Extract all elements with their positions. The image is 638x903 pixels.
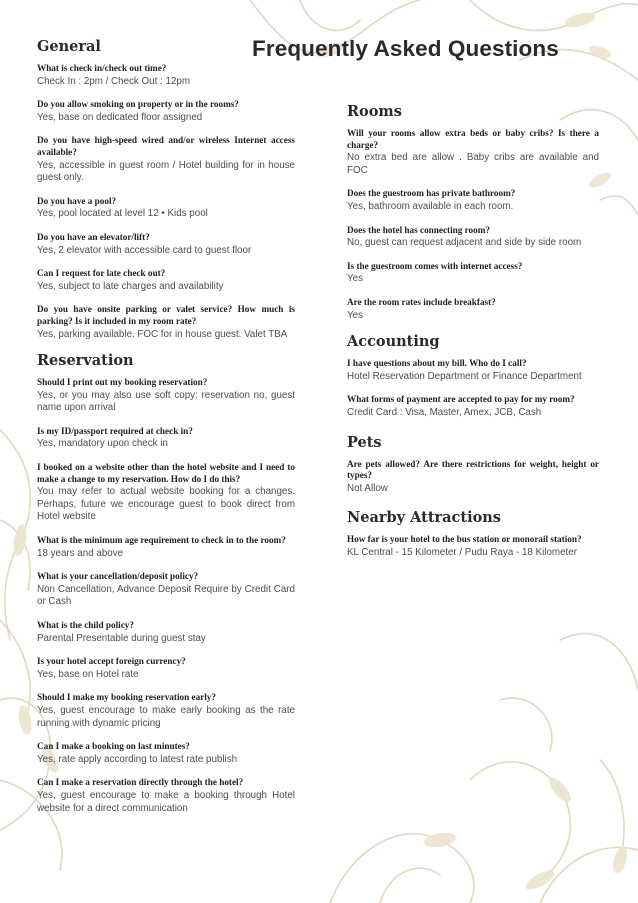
left-column <box>37 38 295 826</box>
section-title: Pets <box>347 433 382 451</box>
faq-answer: Non Cancellation, Advance Deposit Require by Credit Card or Cash <box>37 583 295 608</box>
faq-item <box>37 135 295 184</box>
faq-answer: 18 years and above <box>37 547 124 559</box>
faq-item <box>37 741 295 766</box>
faq-answer: Yes, base on dedicated floor assigned <box>37 111 203 123</box>
faq-item <box>37 571 295 609</box>
section-title: Reservation <box>37 352 134 370</box>
faq-item <box>37 304 295 341</box>
faq-item <box>347 394 599 419</box>
right-column <box>347 103 599 570</box>
faq-answer: Yes, base on Hotel rate <box>37 668 139 680</box>
faq-item <box>37 656 295 681</box>
faq-question: Will your rooms allow extra beds or baby cribs? Is there a charge? <box>347 128 599 150</box>
faq-item <box>37 777 295 815</box>
faq-question: Should I make my booking reservation early? <box>37 692 216 703</box>
faq-answer: Parental Presentable during guest stay <box>37 632 206 644</box>
section-title: Nearby Attractions <box>347 509 501 527</box>
section-rooms <box>347 103 599 322</box>
faq-question: Do you have a pool? <box>37 195 117 206</box>
faq-answer: Yes, guest encourage to make early booking as the rate running with dynamic pricing <box>37 704 295 729</box>
faq-question: Do you have an elevator/lift? <box>37 231 150 242</box>
faq-answer: Credit Card : Visa, Master, Amex, JCB, Cash <box>347 406 542 418</box>
faq-item <box>347 128 599 177</box>
faq-question: How far is your hotel to the bus station or monorail station? <box>347 534 582 545</box>
faq-answer: Yes, guest encourage to make a booking through Hotel website for a direct communication <box>37 789 295 814</box>
faq-answer: Yes, mandatory upon check in <box>37 438 168 450</box>
faq-question: Is my ID/passport required at check in? <box>37 425 193 436</box>
faq-item <box>347 297 599 322</box>
section-accounting <box>347 333 599 419</box>
section-general <box>37 38 295 341</box>
section-reservation <box>37 352 295 815</box>
faq-item <box>37 196 295 221</box>
section-title: General <box>37 38 101 55</box>
faq-answer: You may refer to actual website booking for a changes. Perhaps, future we encourage guest to book direct from Hotel website <box>37 486 295 523</box>
faq-item <box>37 426 295 451</box>
faq-item <box>37 377 295 415</box>
faq-item <box>37 620 295 645</box>
faq-question: What forms of payment are accepted to pay for my room? <box>347 394 575 405</box>
faq-question: Should I print out my booking reservation? <box>37 377 208 388</box>
faq-question: Is the guestroom comes with internet access? <box>347 260 523 271</box>
faq-item <box>347 358 599 383</box>
faq-answer: No, guest can request adjacent and side by side room <box>347 237 582 249</box>
faq-question: Can I make a booking on last minutes? <box>37 741 190 752</box>
faq-item <box>37 99 295 124</box>
faq-item <box>37 462 295 524</box>
section-title: Rooms <box>347 103 402 120</box>
faq-question: I have questions about my bill. Who do I call? <box>347 358 527 369</box>
faq-answer: No extra bed are allow . Baby cribs are available and FOC <box>347 152 599 176</box>
faq-question: I booked on a website other than the hotel website and I need to make a change to my reservation. How do I do this? <box>37 462 295 484</box>
faq-question: What is the minimum age requirement to check in to the room? <box>37 535 286 546</box>
faq-item <box>37 63 295 88</box>
faq-answer: KL Central - 15 Kilometer / Pudu Raya - 18 Kilometer <box>347 546 577 558</box>
section-nearby-attractions <box>347 509 599 559</box>
faq-answer: Yes <box>347 309 363 321</box>
faq-answer: Not Allow <box>347 482 388 494</box>
faq-item <box>37 268 295 293</box>
faq-item <box>347 188 599 213</box>
faq-question: What is your cancellation/deposit policy? <box>37 571 199 582</box>
faq-item <box>347 459 599 496</box>
faq-item <box>37 692 295 730</box>
faq-question: Do you have onsite parking or valet service? How much is parking? Is it included in my room rate? <box>37 304 295 326</box>
faq-answer: Yes, accessible in guest room / Hotel building for in house guest only. <box>37 159 295 184</box>
faq-answer: Yes, 2 elevator with accessible card to guest floor <box>37 244 252 256</box>
faq-answer: Check In : 2pm / Check Out : 12pm <box>37 75 191 87</box>
faq-item <box>37 535 295 560</box>
faq-item <box>37 232 295 257</box>
faq-question: Are the room rates include breakfast? <box>347 296 496 307</box>
faq-question: Can I make a reservation directly through the hotel? <box>37 777 244 788</box>
faq-item <box>347 225 599 250</box>
faq-question: What is check in/check out time? <box>37 63 167 73</box>
faq-answer: Yes, bathroom available in each room. <box>347 200 514 212</box>
faq-question: Do you have high-speed wired and/or wireless Internet access available? <box>37 135 295 157</box>
faq-question: Does the hotel has connecting room? <box>347 224 490 235</box>
faq-answer: Yes, subject to late charges and availability <box>37 280 224 292</box>
faq-answer: Hotel Reservation Department or Finance Department <box>347 370 582 382</box>
faq-question: Does the guestroom has private bathroom? <box>347 188 516 199</box>
faq-item <box>347 261 599 286</box>
faq-question: Do you allow smoking on property or in the rooms? <box>37 99 239 110</box>
faq-question: Can I request for late check out? <box>37 268 166 279</box>
faq-item <box>347 534 599 559</box>
faq-answer: Yes, pool located at level 12 • Kids pool <box>37 208 208 220</box>
section-title: Accounting <box>347 333 440 351</box>
section-pets <box>347 434 599 496</box>
faq-question: Are pets allowed? Are there restrictions for weight, height or types? <box>347 458 599 481</box>
faq-question: What is the child policy? <box>37 620 134 630</box>
faq-question: Is your hotel accept foreign currency? <box>37 656 186 667</box>
faq-answer: Yes, or you may also use soft copy: reservation no, guest name upon arrival <box>37 389 295 414</box>
page-title: Frequently Asked Questions <box>252 36 559 61</box>
faq-answer: Yes, parking available. FOC for in house guest. Valet TBA <box>37 328 288 340</box>
faq-answer: Yes, rate apply according to latest rate publish <box>37 753 238 765</box>
faq-answer: Yes <box>347 273 363 285</box>
